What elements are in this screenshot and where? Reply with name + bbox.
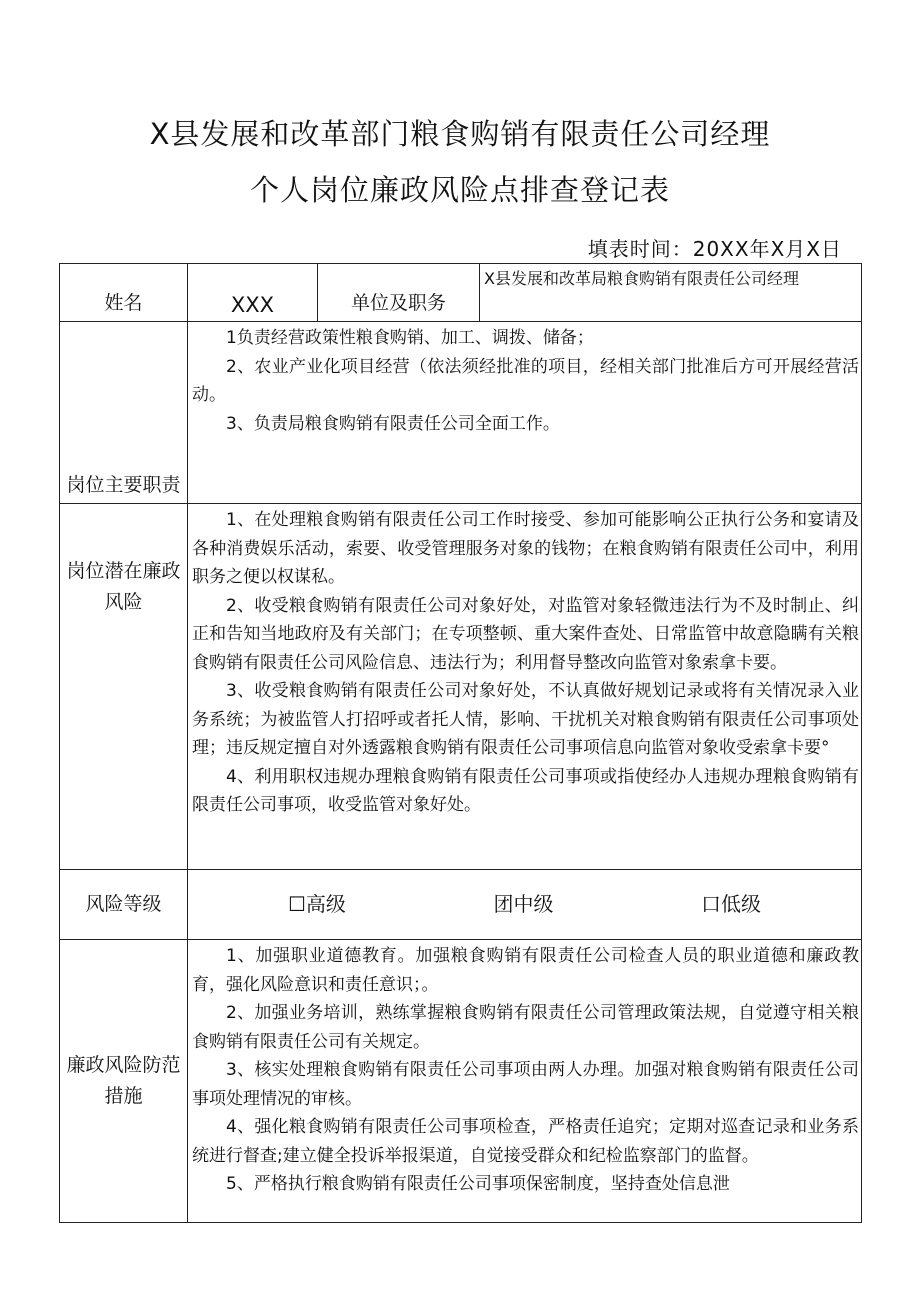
risk-item: 2、收受粮食购销有限责任公司对象好处，对监管对象轻微违法行为不及时制止、纠正和告知当地政府及有关部门；在专项整顿、重大案件查处、日常监管中故意隐瞒有关粮食购销有限责任公司风险信息、违法行为；利用督导整改向监管对象索拿卡要。 xyxy=(192,595,859,673)
measure-item: 5、严格执行粮食购销有限责任公司事项保密制度，坚持查处信息泄 xyxy=(226,1174,730,1194)
registration-table xyxy=(59,263,862,1223)
risks-row xyxy=(60,504,862,870)
risk-level-label: 风险等级 xyxy=(60,870,188,940)
name-value: XXX xyxy=(188,264,318,322)
measure-item: 3、核实处理粮食购销有限责任公司事项由两人办理。加强对粮食购销有限责任公司事项处理情况的审核。 xyxy=(192,1060,859,1109)
duty-item: 2、农业产业化项目经营（依法须经批准的项目，经相关部门批准后方可开展经营活动。 xyxy=(192,356,859,405)
risk-level-high-option[interactable]: ☐高级 xyxy=(288,892,346,917)
measures-content xyxy=(188,940,862,1223)
measure-item: 1、加强职业道德教育。加强粮食购销有限责任公司检查人员的职业道德和廉政教育，强化风险意识和责任意识；。 xyxy=(192,946,859,995)
risks-content xyxy=(188,504,862,870)
measures-label: 廉政风险防范措施 xyxy=(60,940,188,1223)
risks-label: 岗位潜在廉政风险 xyxy=(60,504,188,870)
duties-label: 岗位主要职责 xyxy=(60,322,188,504)
duties-row xyxy=(60,322,862,504)
unit-value: X县发展和改革局粮食购销有限责任公司经理 xyxy=(480,264,862,322)
risk-level-row xyxy=(60,870,862,940)
measures-row xyxy=(60,940,862,1223)
name-row xyxy=(60,264,862,322)
form-title-line2: 个人岗位廉政风险点排查登记表 xyxy=(249,173,670,207)
fill-date: 填表时间：20XX年X月X日 xyxy=(587,237,842,261)
risk-item: 3、收受粮食购销有限责任公司对象好处，不认真做好规划记录或将有关情况录入业务系统；为被监管人打招呼或者托人情，影响、干扰机关对粮食购销有限责任公司事项处理；违反规定擅自对外透露粮食购销有限责任公司事项信息向监管对象收受索拿卡要° xyxy=(192,681,859,758)
risk-item: 4、利用职权违规办理粮食购销有限责任公司事项或指使经办人违规办理粮食购销有限责任公司事项，收受监管对象好处。 xyxy=(192,766,859,815)
risk-level-low-option[interactable]: 口低级 xyxy=(701,892,761,917)
duty-item: 1负责经营政策性粮食购销、加工、调拨、储备； xyxy=(226,328,594,348)
risk-item: 1、在处理粮食购销有限责任公司工作时接受、参加可能影响公正执行公务和宴请及各种消费娱乐活动，索要、收受管理服务对象的钱物；在粮食购销有限责任公司中，利用职务之便以权谋私。 xyxy=(192,510,859,587)
measure-item: 2、加强业务培训，熟练掌握粮食购销有限责任公司管理政策法规，自觉遵守相关粮食购销有限责任公司有关规定。 xyxy=(192,1003,859,1052)
duty-item: 3、负责局粮食购销有限责任公司全面工作。 xyxy=(226,413,560,434)
measure-item: 4、强化粮食购销有限责任公司事项检查，严格责任追究；定期对巡查记录和业务系统进行督查;建立健全投诉举报渠道，自觉接受群众和纪检监察部门的监督。 xyxy=(192,1117,859,1166)
name-label: 姓名 xyxy=(60,264,188,322)
risk-level-options xyxy=(188,870,862,940)
form-title-line1: X县发展和改革部门粮食购销有限责任公司经理 xyxy=(149,117,771,151)
risk-level-medium-option[interactable]: 团中级 xyxy=(493,892,554,917)
unit-label: 单位及职务 xyxy=(318,264,480,322)
duties-content xyxy=(188,322,862,504)
